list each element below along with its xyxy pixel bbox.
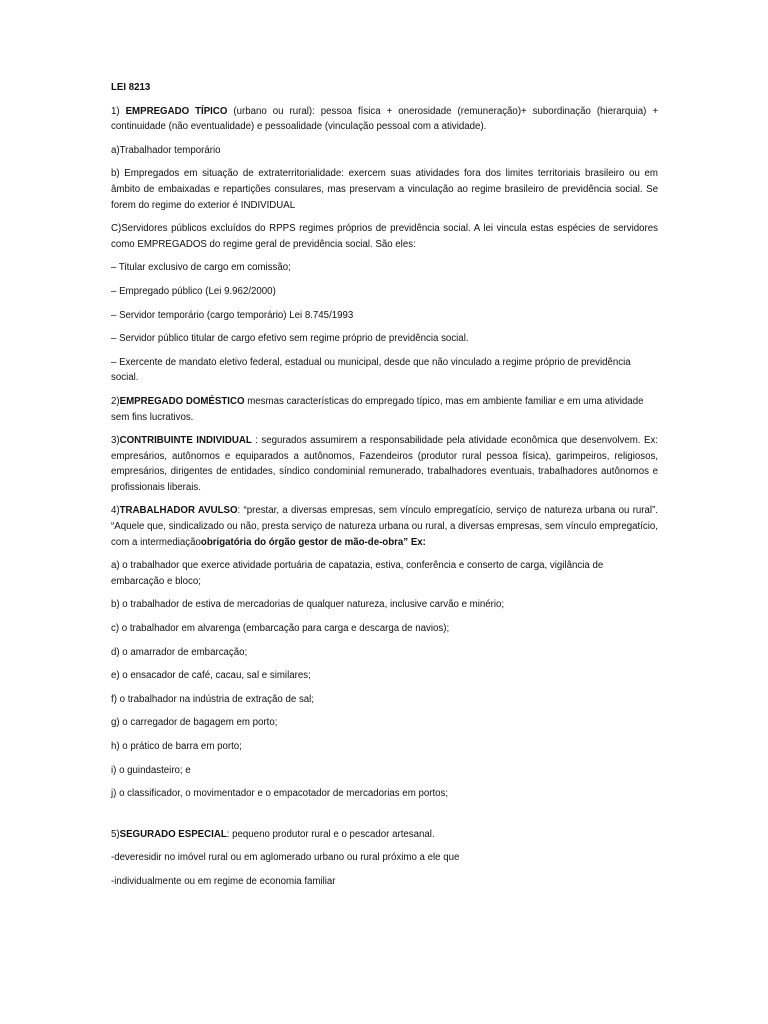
list-item: h) o prático de barra em porto; xyxy=(111,741,242,752)
dash-item: – Empregado público (Lei 9.962/2000) xyxy=(111,285,276,297)
spacer xyxy=(111,810,658,827)
section-5-line: -individualmente ou em regime de economia familiar xyxy=(111,875,336,887)
dash-item: – Servidor temporário (cargo temporário) Lei 8.745/1993 xyxy=(111,309,354,321)
list-item: g) o carregador de bagagem em porto; xyxy=(111,717,278,729)
list-item: a) o trabalhador que exerce atividade portuária de capatazia, estiva, conferência e conserto de carga, vigilância de embarcação e bloco; xyxy=(111,560,604,587)
dash-item: – Titular exclusivo de cargo em comissão; xyxy=(111,262,291,274)
list-item: d) o amarrador de embarcação; xyxy=(111,646,248,658)
document-body xyxy=(111,80,658,898)
list-item: f) o trabalhador na indústria de extração de sal; xyxy=(111,693,315,705)
list-item: b) o trabalhador de estiva de mercadorias de qualquer natureza, inclusive carvão e minério; xyxy=(111,599,505,611)
list-item: j) o classificador, o movimentador e o empacotador de mercadorias em portos; xyxy=(111,788,449,800)
list-item: i) o guindasteiro; e xyxy=(111,764,191,776)
section-5: 5)SEGURADO ESPECIAL: pequeno produtor rural e o pescador artesanal. xyxy=(111,828,435,840)
section-1c: C)Servidores públicos excluídos do RPPS regimes próprios de previdência social. A lei vincula estas espécies de servidores como EMPREGADOS do regime geral de previdência social. São eles: xyxy=(111,223,658,250)
section-4: 4)TRABALHADOR AVULSO: “prestar, a diversas empresas, sem vínculo empregatício, serviço de natureza urbana ou rural”. “Aquele que, sindicalizado ou não, presta serviço de natureza urbana ou rural, a diversas empresas, sem vínculo empregatício, com a intermediaçãoobrigatória do órgão gestor de mão-de-obra” Ex: xyxy=(111,505,658,548)
section-1b: b) Empregados em situação de extraterritorialidade: exercem suas atividades fora dos limites territoriais brasileiro ou em âmbito de embaixadas e repartições consulares, mas preservam a vinculação ao regime brasileiro de previdência social. Se forem do regime do exterior é INDIVIDUAL xyxy=(111,168,658,211)
dash-item: – Exercente de mandato eletivo federal, estadual ou municipal, desde que não vinculado a regime próprio de previdência social. xyxy=(111,356,631,384)
section-1a: a)Trabalhador temporário xyxy=(111,144,221,156)
document-title: LEI 8213 xyxy=(111,82,151,93)
section-1: 1) EMPREGADO TÍPICO (urbano ou rural): pessoa física + onerosidade (remuneração)+ subordinação (hierarquia) + continuidade (não eventualidade) e pessoalidade (vinculação pessoal com a atividade). xyxy=(111,105,658,133)
dash-item: – Servidor público titular de cargo efetivo sem regime próprio de previdência social. xyxy=(111,333,469,345)
section-5-line: -deveresidir no imóvel rural ou em aglomerado urbano ou rural próximo a ele que xyxy=(111,852,460,864)
list-item: c) o trabalhador em alvarenga (embarcação para carga e descarga de navios); xyxy=(111,623,450,635)
list-item: e) o ensacador de café, cacau, sal e similares; xyxy=(111,670,311,682)
section-2: 2)EMPREGADO DOMÉSTICO mesmas características do empregado típico, mas em ambiente familiar e em uma atividade sem fins lucrativos. xyxy=(111,395,644,423)
section-3: 3)CONTRIBUINTE INDIVIDUAL : segurados assumirem a responsabilidade pela atividade econômica que desenvolvem. Ex: empresários, autônomos e equiparados a autônomos, Fazendeiros (produtor rural pessoa física), garimpeiros, religiosos, empresários, dirigentes de entidades, síndico condominial remunerado, trabalhadores eventuais, trabalhadores autônomos e profissionais liberais. xyxy=(111,435,658,493)
